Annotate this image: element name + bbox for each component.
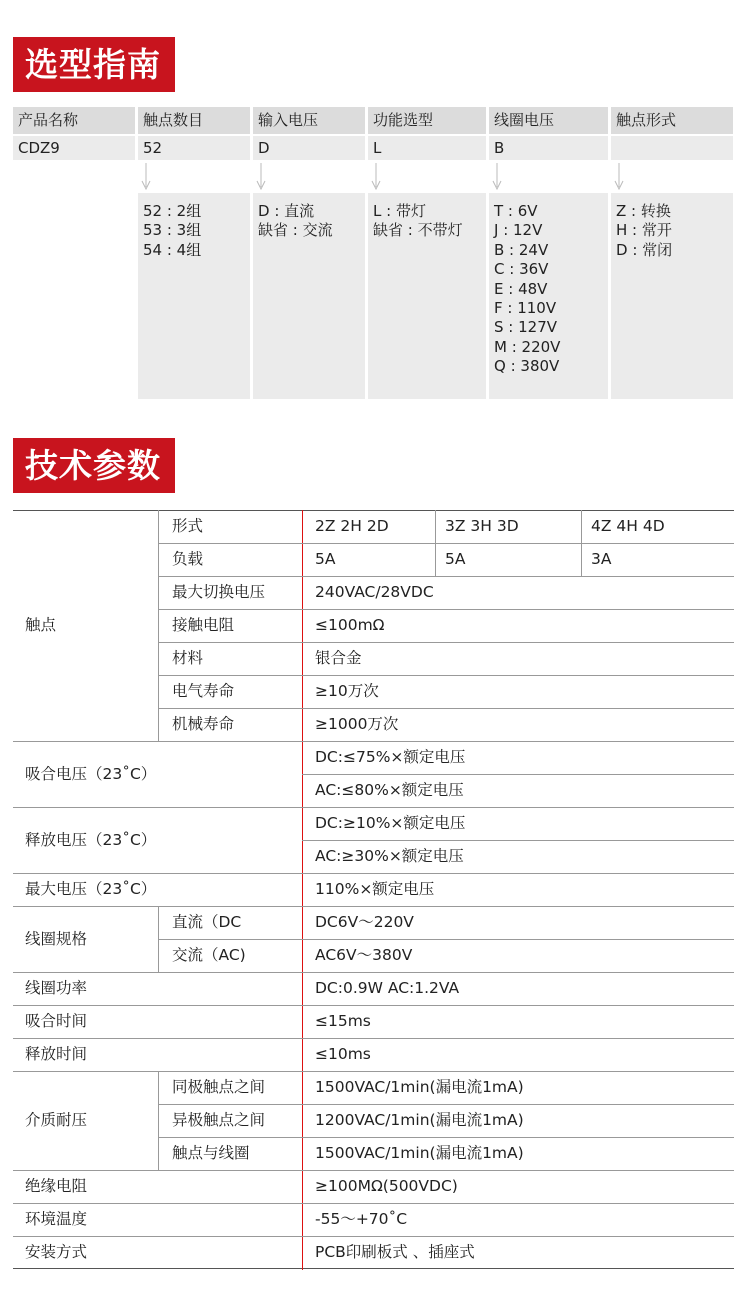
insulation-resistance-label: 绝缘电阻 [25,1177,88,1195]
selection-value: 52 [138,136,250,160]
option-item: 53 : 3组 [143,221,202,240]
column-divider [158,510,159,741]
ambient-temperature-value: -55～+70˚C [315,1210,408,1228]
option-item: H : 常开 [616,221,672,240]
selection-options [368,193,486,399]
dielectric-value: 1500VAC/1min(漏电流1mA) [315,1078,524,1096]
dielectric-value: 1500VAC/1min(漏电流1mA) [315,1144,524,1162]
selection-guide-table [13,107,733,399]
mounting-type-value: PCB印刷板式 、插座式 [315,1243,475,1261]
option-item: J : 12V [494,221,543,240]
release-voltage-value: DC:≥10%×额定电压 [315,814,466,832]
selection-options [611,193,733,399]
column-divider [581,510,582,576]
coil-spec-sub-label: 交流（AC) [172,946,246,964]
down-arrow-icon [141,163,151,191]
contact-load-value: 3A [591,550,612,568]
option-item: 缺省 : 不带灯 [373,221,463,240]
option-item: T : 6V [494,202,538,220]
contact-param-label: 接触电阻 [172,616,235,634]
option-item: D : 常闭 [616,240,673,259]
max-voltage-value: 110%×额定电压 [315,880,435,898]
option-item: S : 127V [494,318,558,337]
contact-form-value: 4Z 4H 4D [591,517,665,535]
down-arrow-icon [256,163,266,191]
selection-options [253,193,365,399]
coil-spec-value: AC6V～380V [315,946,413,964]
option-item: F : 110V [494,299,557,318]
contact-param-label: 机械寿命 [172,715,235,733]
selection-header: 线圈电压 [489,107,608,134]
insulation-resistance-value: ≥100MΩ(500VDC) [315,1177,458,1195]
option-item: C : 36V [494,260,549,279]
coil-power-value: DC:0.9W AC:1.2VA [315,979,460,997]
down-arrow-icon [492,163,502,191]
coil-spec-sub-label: 直流（DC [172,913,242,931]
pickup-voltage-value: AC:≤80%×额定电压 [315,781,464,799]
release-voltage-value: AC:≥30%×额定电压 [315,847,464,865]
selection-header: 输入电压 [253,107,365,134]
option-item: L : 带灯 [373,202,426,220]
option-item: 缺省 : 交流 [258,221,333,240]
release-time-label: 释放时间 [25,1045,88,1063]
selection-value [611,136,733,160]
row-divider [13,1005,734,1006]
contact-param-value: ≥10万次 [315,682,379,700]
row-divider [158,675,734,676]
selection-value: CDZ9 [13,136,135,160]
column-divider [435,510,436,576]
row-divider [13,1038,734,1039]
coil-spec-label: 线圈规格 [25,930,88,948]
selection-column [611,107,733,399]
option-item: D : 直流 [258,202,315,220]
contact-load-label: 负载 [172,550,204,568]
contact-form-label: 形式 [172,517,204,535]
selection-column [253,107,365,399]
contact-param-label: 材料 [172,649,204,667]
contact-param-label: 电气寿命 [172,682,235,700]
mounting-type-label: 安装方式 [25,1243,88,1261]
option-item: B : 24V [494,240,549,259]
contact-param-label: 最大切换电压 [172,583,266,601]
option-item: M : 220V [494,337,561,356]
release-voltage-label: 释放电压（23˚C） [25,831,157,849]
contact-load-value: 5A [445,550,466,568]
contact-param-value: ≥1000万次 [315,715,399,733]
selection-header: 触点形式 [611,107,733,134]
dielectric-sub-label: 触点与线圈 [172,1144,250,1162]
release-time-value: ≤10ms [315,1045,371,1063]
down-arrow-icon [371,163,381,191]
selection-guide-title: 选型指南 [13,37,175,92]
dielectric-label: 介质耐压 [25,1111,88,1129]
option-item: Q : 380V [494,357,560,376]
down-arrow-icon [614,163,624,191]
contact-group-label: 触点 [25,616,57,634]
selection-column [138,107,250,399]
contact-form-value: 2Z 2H 2D [315,517,389,535]
contact-param-value: ≤100mΩ [315,616,385,634]
dielectric-sub-label: 同极触点之间 [172,1078,266,1096]
contact-form-value: 3Z 3H 3D [445,517,519,535]
row-divider [158,609,734,610]
row-divider [158,708,734,709]
ambient-temperature-label: 环境温度 [25,1210,88,1228]
selection-column [13,107,135,399]
pickup-voltage-value: DC:≤75%×额定电压 [315,748,466,766]
selection-value: D [253,136,365,160]
selection-column [368,107,486,399]
dielectric-sub-label: 异极触点之间 [172,1111,266,1129]
selection-value: B [489,136,608,160]
selection-options [138,193,250,399]
pickup-voltage-label: 吸合电压（23˚C） [25,765,157,783]
tech-params-table [13,510,734,1270]
coil-spec-value: DC6V～220V [315,913,414,931]
selection-column [489,107,608,399]
column-divider [158,1071,159,1170]
option-item: 52 : 2组 [143,202,202,220]
contact-param-value: 银合金 [315,649,362,667]
contact-param-value: 240VAC/28VDC [315,583,434,601]
coil-power-label: 线圈功率 [25,979,88,997]
row-divider [158,642,734,643]
contact-load-value: 5A [315,550,336,568]
selection-options [489,193,608,399]
option-item: 54 : 4组 [143,240,202,259]
option-item: E : 48V [494,279,548,298]
tech-params-title: 技术参数 [13,438,175,493]
selection-header: 产品名称 [13,107,135,134]
value-divider [302,510,303,1270]
column-divider [158,906,159,972]
max-voltage-label: 最大电压（23˚C） [25,880,157,898]
selection-value: L [368,136,486,160]
pickup-time-label: 吸合时间 [25,1012,88,1030]
selection-header: 触点数目 [138,107,250,134]
option-item: Z : 转换 [616,202,671,220]
dielectric-value: 1200VAC/1min(漏电流1mA) [315,1111,524,1129]
pickup-time-value: ≤15ms [315,1012,371,1030]
selection-header: 功能选型 [368,107,486,134]
